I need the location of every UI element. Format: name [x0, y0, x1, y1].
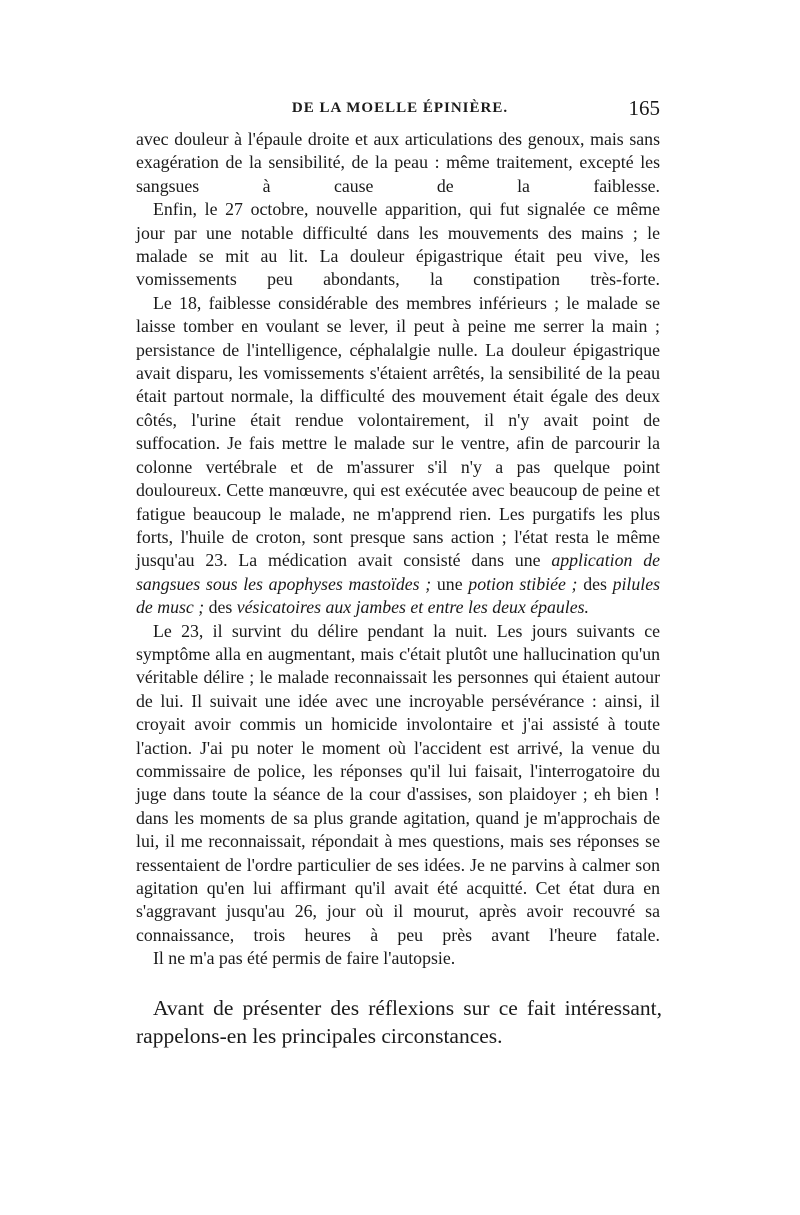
running-head — [140, 96, 660, 126]
connector-des-1: des — [583, 573, 607, 594]
paragraph-closing: Avant de présenter des réflexions sur ce fait intéressant, rappelons-en les principales circonstances. — [136, 996, 662, 1048]
treatment-vesicatoires: vésicatoires aux jambes et entre les deux épaules. — [236, 597, 589, 618]
body-text — [136, 128, 660, 971]
treatment-sangsues: application de sangsues sous les apophyses mastoïdes ; — [136, 550, 660, 594]
page-number: 165 — [628, 96, 660, 120]
paragraph-le-18 — [136, 292, 660, 620]
paragraph-27-octobre: Enfin, le 27 octobre, nouvelle apparition, qui fut signalée ce même jour par une notable difficulté dans les mouvements des mains ; le malade se mit au lit. La douleur épigastrique était peu vive, les vomissements peu abondants, la constipation très-forte. — [136, 199, 660, 290]
connector-des-2: des — [208, 597, 233, 618]
treatment-potion: potion stibiée ; — [468, 573, 578, 594]
running-head-title: DE LA MOELLE ÉPINIÈRE. — [291, 100, 509, 116]
paragraph-le-18-text: Le 18, faiblesse considérable des membres inférieurs ; le malade se laisse tomber en voulant se lever, il peut à peine me serrer la main ; persistance de l'intelligence, céphalalgie nulle. La douleur épigastrique avait disparu, les vomissements s'étaient arrêtés, la sensibilité de la peau était partout normale, la difficulté des mouvement était égale des deux côtés, l'urine était rendue volontairement, il n'y avait point de suffocation. Je fais mettre le malade sur le ventre, afin de parcourir la colonne vertébrale et de m'assurer s'il n'y a pas quelque point douloureux. Cette manœuvre, qui est exécutée avec beaucoup de peine et fatigue beaucoup le malade, ne m'apprend rien. Les purgatifs les plus forts, l'huile de croton, sont presque sans action ; l'état resta le même jusqu'au 23. La médication avait consisté dans une — [136, 292, 660, 571]
connector-une: une — [436, 573, 463, 594]
treatment-pilules: pilules de musc ; — [136, 573, 661, 618]
closing-text — [136, 994, 662, 1050]
paragraph-le-23: Le 23, il survint du délire pendant la nuit. Les jours suivants ce symptôme alla en augmentant, mais c'était plutôt une hallucination qu'un véritable délire ; le malade reconnaissait les personnes qui étaient autour de lui. Il suivait une idée avec une incroyable persévérance : ainsi, il croyait avoir commis un homicide involontaire et j'ai assisté à toute l'action. J'ai pu noter le moment où l'accident est arrivé, la venue du commissaire de police, les réponses qu'il lui faisait, l'interrogatoire du juge dans toute la séance de la cour d'assises, son plaidoyer ; eh bien ! dans les moments de sa plus grande agitation, quand je m'approchais de lui, il me reconnaissait, répondait à mes questions, mais ses réponses se ressentaient de l'ordre particulier de ses idées. Je ne parvins à calmer son agitation qu'en lui affirmant qu'il avait été acquitté. Cet état dura en s'aggravant jusqu'au 26, jour où il mourut, après avoir recouvré sa connaissance, trois heures à peu près avant l'heure fatale. — [136, 620, 660, 945]
paragraph-continuation: avec douleur à l'épaule droite et aux articulations des genoux, mais sans exagération de la sensibilité, de la peau : même traitement, excepté les sangsues à cause de la faiblesse. — [136, 129, 660, 196]
paragraph-autopsie: Il ne m'a pas été permis de faire l'autopsie. — [153, 948, 456, 969]
